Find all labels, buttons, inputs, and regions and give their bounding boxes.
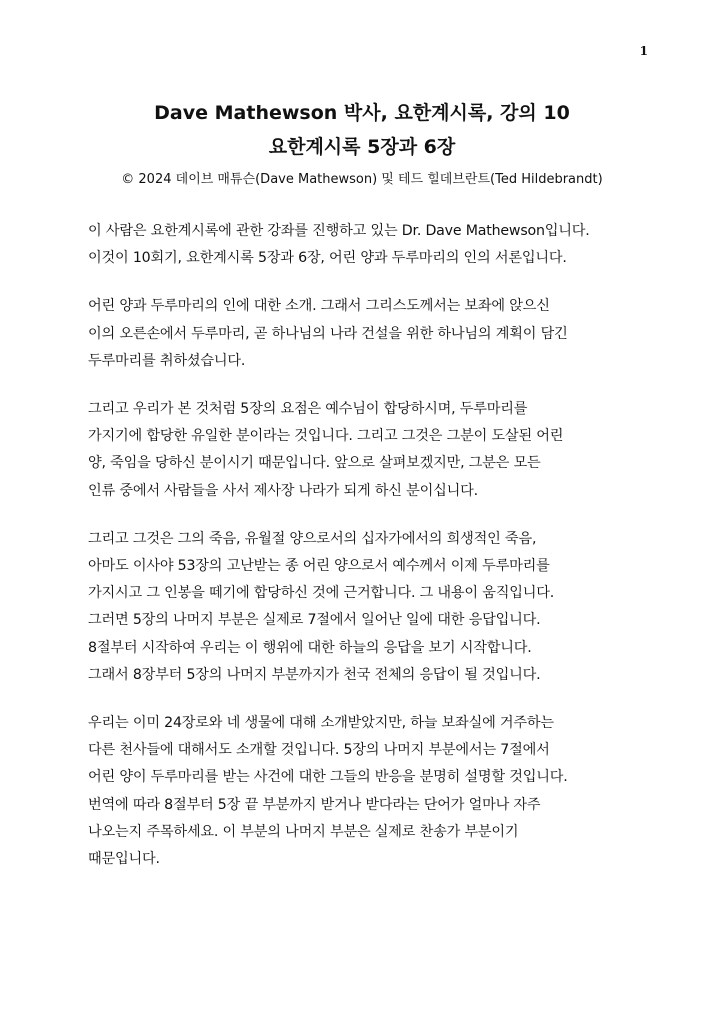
paragraph — [88, 218, 648, 272]
document-header — [0, 96, 724, 192]
paragraph — [88, 293, 648, 375]
text-line: 가지기에 합당한 유일한 분이라는 것입니다. 그리고 그것은 그분이 도살된 어린 — [88, 428, 564, 445]
paragraph — [88, 396, 648, 505]
text-line: 우리는 이미 24장로와 네 생물에 대해 소개받았지만, 하늘 보좌실에 거주하는 — [88, 715, 554, 732]
text-line: 그래서 8장부터 5장의 나머지 부분까지가 천국 전체의 응답이 될 것입니다. — [88, 666, 541, 683]
text-line: 어린 양이 두루마리를 받는 사건에 대한 그들의 반응을 분명히 설명할 것입니다. — [88, 769, 568, 786]
text-line: 이것이 10회기, 요한계시록 5장과 6장, 어린 양과 두루마리의 인의 서론입니다. — [88, 250, 567, 267]
text-line: 나오는지 주목하세요. 이 부분의 나머지 부분은 실제로 찬송가 부분이기 — [88, 823, 519, 840]
paragraph — [88, 526, 648, 689]
text-line: 인류 중에서 사람들을 사서 제사장 나라가 되게 하신 분이십니다. — [88, 482, 478, 499]
text-line: 이 사람은 요한계시록에 관한 강좌를 진행하고 있는 Dr. Dave Mathewson입니다. — [88, 223, 590, 239]
text-line: 다른 천사들에 대해서도 소개할 것입니다. 5장의 나머지 부분에서는 7절에서 — [88, 742, 550, 759]
paragraph — [88, 710, 648, 873]
body-text — [88, 218, 648, 894]
copyright-notice: © 2024 데이브 매튜슨(Dave Mathewson) 및 테드 힐데브란트(Ted Hildebrandt) — [121, 172, 603, 187]
text-line: 그리고 우리가 본 것처럼 5장의 요점은 예수님이 합당하시며, 두루마리를 — [88, 401, 528, 418]
text-line: 가지시고 그 인봉을 떼기에 합당하신 것에 근거합니다. 그 내용이 움직입니다. — [88, 585, 555, 602]
text-line: 두루마리를 취하셨습니다. — [88, 352, 246, 369]
text-line: 8절부터 시작하여 우리는 이 행위에 대한 하늘의 응답을 보기 시작합니다. — [88, 639, 532, 656]
text-line: 어린 양과 두루마리의 인에 대한 소개. 그래서 그리스도께서는 보좌에 앉으신 — [88, 298, 550, 315]
text-line: 그러면 5장의 나머지 부분은 실제로 7절에서 일어난 일에 대한 응답입니다. — [88, 612, 541, 629]
title-line-2: 요한계시록 5장과 6장 — [268, 136, 456, 158]
text-line: 때문입니다. — [88, 851, 160, 868]
text-line: 양, 죽임을 당하신 분이시기 때문입니다. 앞으로 살펴보겠지만, 그분은 모든 — [88, 455, 541, 472]
page-number: 1 — [639, 44, 648, 58]
text-line: 번역에 따라 8절부터 5장 끝 부분까지 받거나 받다라는 단어가 얼마나 자주 — [88, 796, 541, 813]
text-line: 아마도 이사야 53장의 고난받는 종 어린 양으로서 예수께서 이제 두루마리를 — [88, 558, 550, 575]
text-line: 그리고 그것은 그의 죽음, 유월절 양으로서의 십자가에서의 희생적인 죽음, — [88, 530, 537, 547]
title-line-1: Dave Mathewson 박사, 요한계시록, 강의 10 — [154, 102, 570, 124]
text-line: 이의 오른손에서 두루마리, 곧 하나님의 나라 건설을 위한 하나님의 계획이 담긴 — [88, 325, 568, 342]
